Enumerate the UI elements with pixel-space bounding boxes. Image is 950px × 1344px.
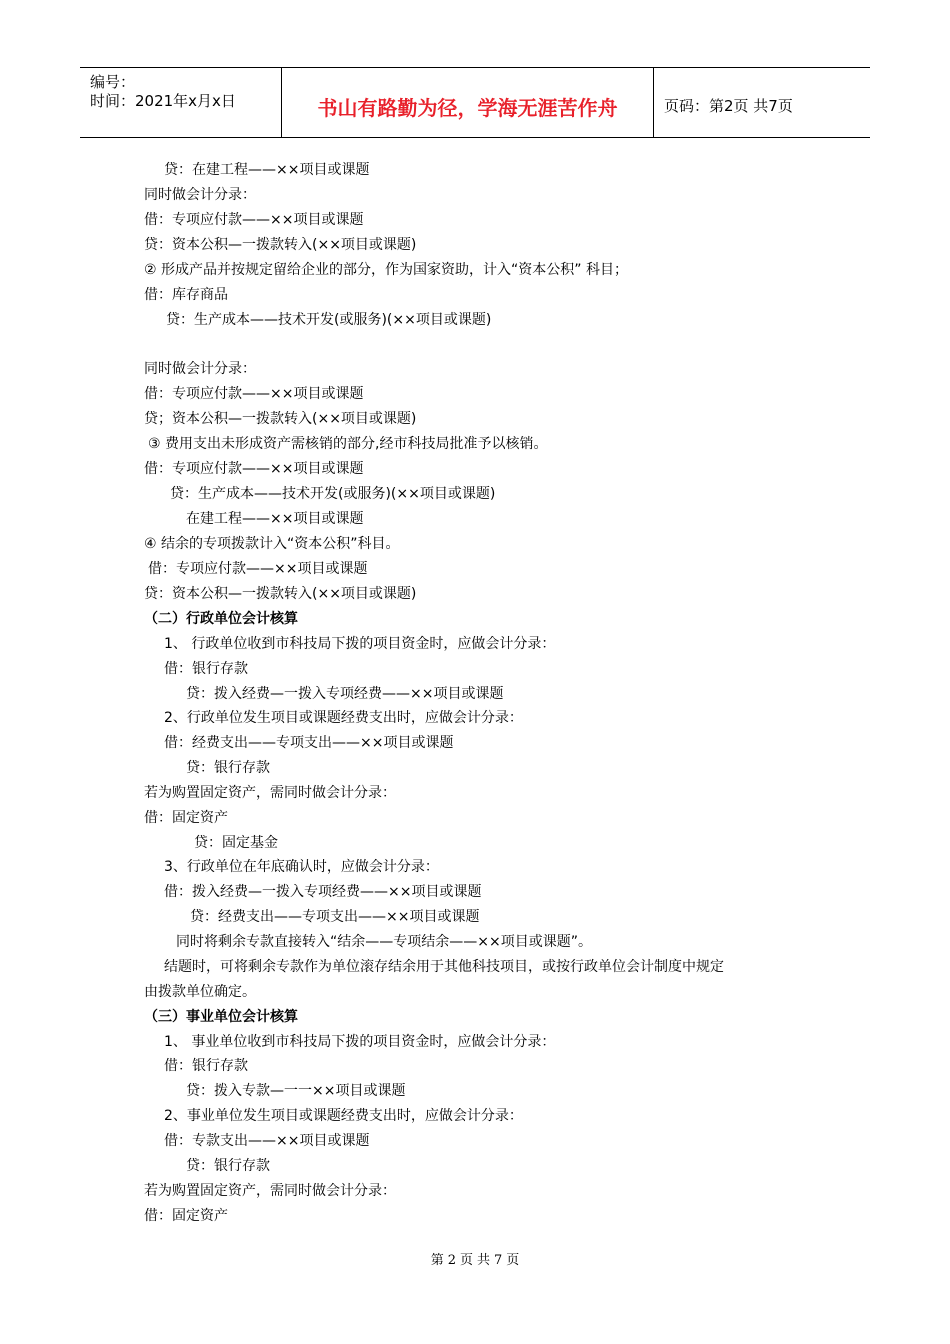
body-line: 贷：资本公积—一拨款转入(××项目或课题) bbox=[144, 586, 417, 602]
body-line: 贷：经费支出——专项支出——××项目或课题 bbox=[190, 909, 480, 925]
page-footer bbox=[0, 1249, 950, 1268]
body-line: 贷：拨入专款—一一××项目或课题 bbox=[186, 1083, 406, 1099]
body-line: 1、 行政单位收到市科技局下拨的项目资金时，应做会计分录： bbox=[164, 636, 556, 652]
body-line: 同时做会计分录： bbox=[144, 361, 256, 377]
body-line: ④ 结余的专项拨款计入“资本公积”科目。 bbox=[144, 536, 400, 552]
body-line: 借：库存商品 bbox=[144, 287, 228, 303]
footer-text: 第 bbox=[430, 1253, 444, 1268]
body-line: 借：专项应付款——××项目或课题 bbox=[144, 212, 364, 228]
body-line: 借：专项应付款——××项目或课题 bbox=[144, 386, 364, 402]
body-line: 同时将剩余专款直接转入“结余——专项结余——××项目或课题”。 bbox=[176, 934, 592, 950]
body-line: 借：专项应付款——××项目或课题 bbox=[144, 461, 364, 477]
body-line: 借：专项应付款——××项目或课题 bbox=[148, 561, 368, 577]
body-line: 贷：银行存款 bbox=[186, 1158, 270, 1174]
header-page-indicator: 页码：第2页 共7页 bbox=[664, 97, 793, 115]
footer-text: 共 bbox=[477, 1253, 491, 1268]
header-motto: 书山有路勤为径，学海无涯苦作舟 bbox=[317, 96, 618, 120]
body-line: 若为购置固定资产，需同时做会计分录： bbox=[144, 1183, 396, 1199]
body-line: 贷：银行存款 bbox=[186, 760, 270, 776]
footer-text: 页 bbox=[459, 1253, 473, 1268]
footer-text: 页 bbox=[506, 1253, 520, 1268]
body-line: 若为购置固定资产，需同时做会计分录： bbox=[144, 785, 396, 801]
body-line: 由拨款单位确定。 bbox=[144, 984, 256, 1000]
body-line: 2、行政单位发生项目或课题经费支出时，应做会计分录： bbox=[164, 710, 523, 726]
body-line: 贷：拨入经费—一拨入专项经费——××项目或课题 bbox=[186, 686, 504, 702]
body-line: 在建工程——××项目或课题 bbox=[186, 511, 364, 527]
doc-number-label: 编号： bbox=[90, 73, 136, 91]
body-line: ② 形成产品并按规定留给企业的部分，作为国家资助，计入“资本公积” 科目； bbox=[144, 262, 628, 278]
body-line: 借：专款支出——××项目或课题 bbox=[164, 1133, 370, 1149]
body-line: 借：固定资产 bbox=[144, 1208, 228, 1224]
doc-date-label: 时间：2021年x月x日 bbox=[90, 92, 236, 110]
footer-current-page: 2 bbox=[447, 1253, 456, 1268]
body-line: 贷；资本公积—一拨款转入(××项目或课题) bbox=[144, 411, 417, 427]
body-line: 贷：生产成本——技术开发(或服务)(××项目或课题) bbox=[166, 312, 492, 328]
body-line: 借：固定资产 bbox=[144, 810, 228, 826]
body-line: 同时做会计分录： bbox=[144, 187, 256, 203]
footer-total-pages: 7 bbox=[494, 1253, 503, 1268]
section-heading: （三）事业单位会计核算 bbox=[144, 1009, 298, 1025]
body-line: 贷：固定基金 bbox=[194, 835, 278, 851]
body-line: 贷：生产成本——技术开发(或服务)(××项目或课题) bbox=[170, 486, 496, 502]
body-line: 借：拨入经费—一拨入专项经费——××项目或课题 bbox=[164, 884, 482, 900]
section-heading: （二）行政单位会计核算 bbox=[144, 611, 298, 627]
body-line: 贷：在建工程——××项目或课题 bbox=[164, 162, 370, 178]
body-line: ③ 费用支出未形成资产需核销的部分,经市科技局批准予以核销。 bbox=[148, 436, 548, 452]
body-line: 3、行政单位在年底确认时，应做会计分录： bbox=[164, 859, 439, 875]
body-line: 借：银行存款 bbox=[164, 1058, 248, 1074]
body-line: 结题时，可将剩余专款作为单位滚存结余用于其他科技项目，或按行政单位会计制度中规定 bbox=[164, 959, 724, 975]
body-line: 借：经费支出——专项支出——××项目或课题 bbox=[164, 735, 454, 751]
body-line: 贷：资本公积—一拨款转入(××项目或课题) bbox=[144, 237, 417, 253]
body-line: 2、事业单位发生项目或课题经费支出时，应做会计分录： bbox=[164, 1108, 523, 1124]
body-line: 借：银行存款 bbox=[164, 661, 248, 677]
body-line: 1、 事业单位收到市科技局下拨的项目资金时，应做会计分录： bbox=[164, 1034, 556, 1050]
